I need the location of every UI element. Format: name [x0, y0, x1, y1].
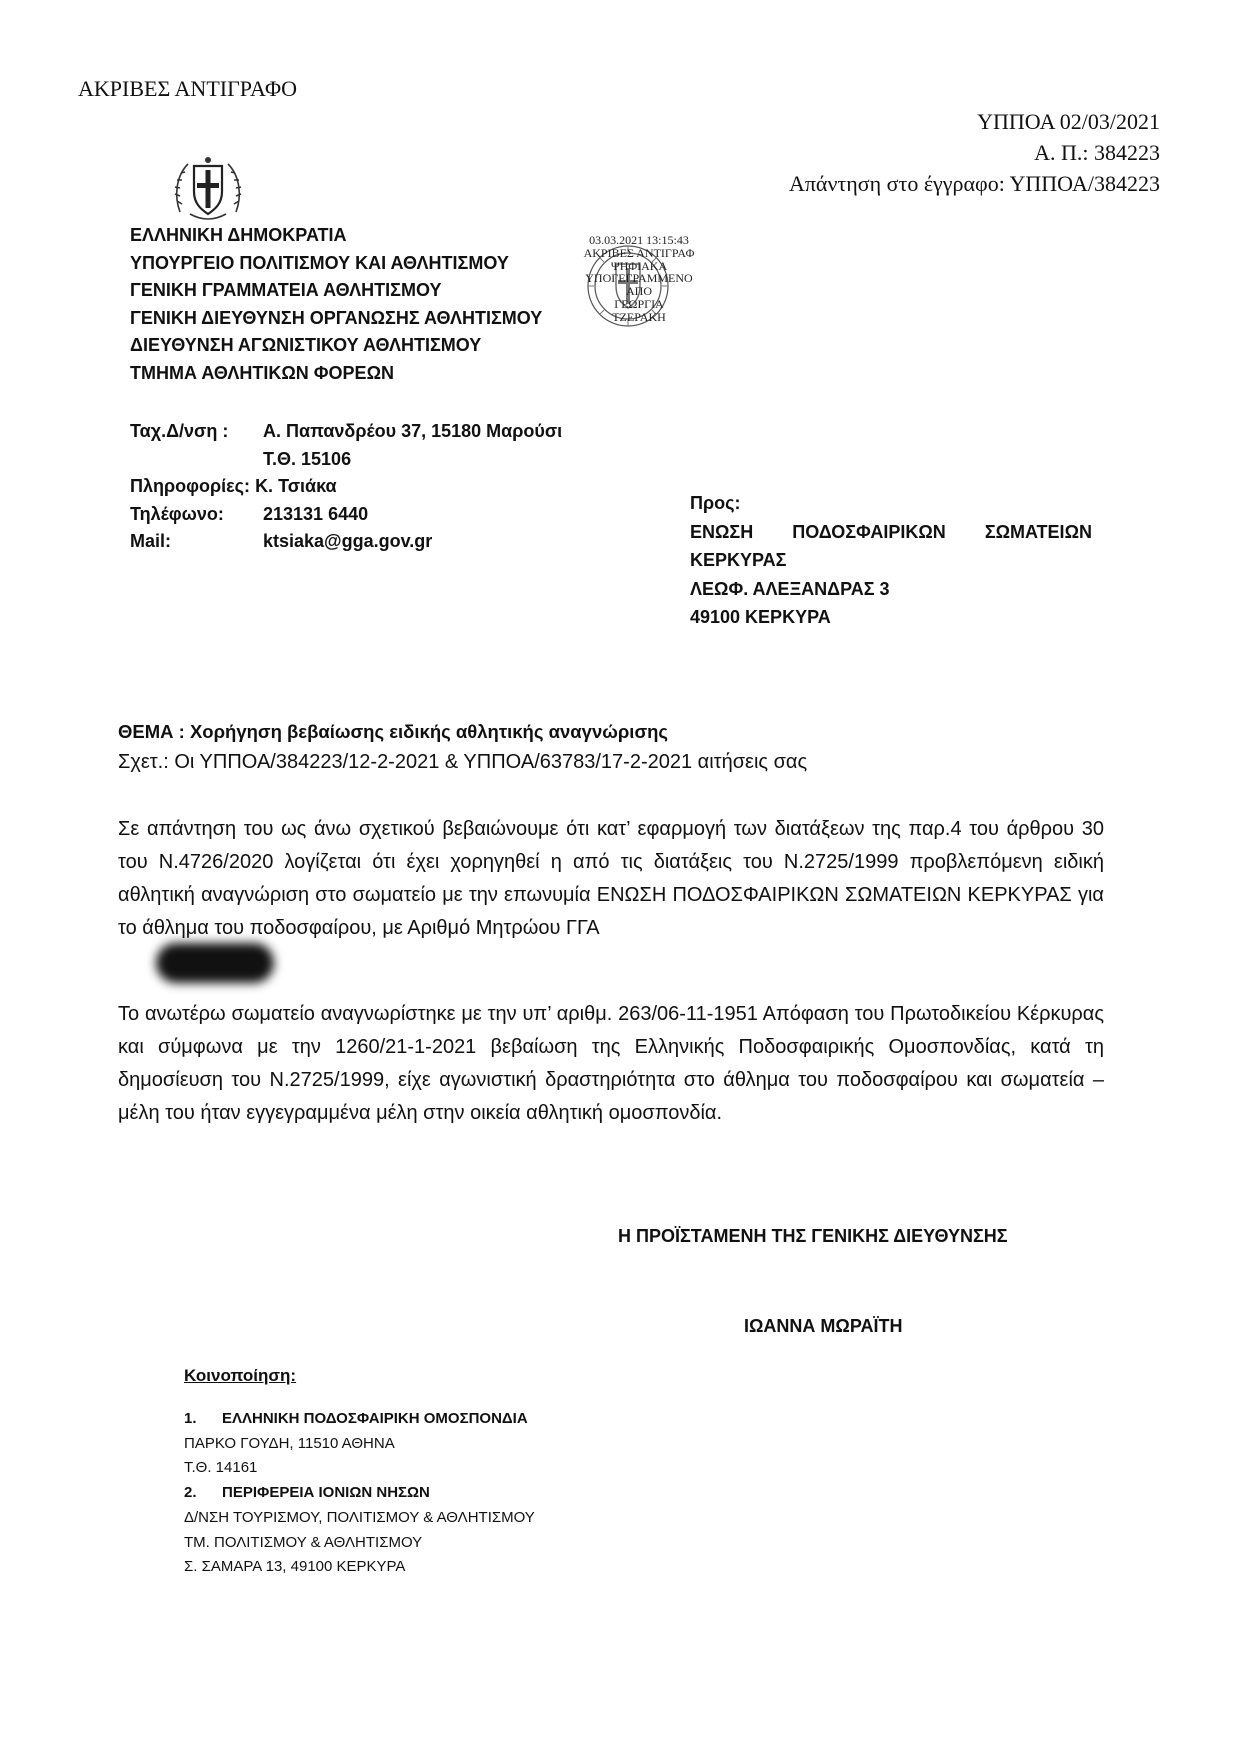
contact-row-address: [130, 418, 562, 446]
contact-label: Πληροφορίες:: [130, 476, 251, 496]
sender-line: ΕΛΛΗΝΙΚΗ ΔΗΜΟΚΡΑΤΙΑ: [130, 225, 347, 245]
sender-line: ΥΠΟΥΡΓΕΙΟ ΠΟΛΙΤΙΣΜΟΥ ΚΑΙ ΑΘΛΗΤΙΣΜΟΥ: [130, 252, 509, 273]
sender-block: [130, 222, 542, 387]
sender-line: ΓΕΝΙΚΗ ΔΙΕΥΘΥΝΣΗ ΟΡΓΑΝΩΣΗΣ ΑΘΛΗΤΙΣΜΟΥ: [130, 307, 543, 328]
cc-item-number: 2.: [184, 1484, 197, 1502]
coat-of-arms-icon: [172, 152, 244, 224]
cc-item-line: Τ.Θ. 14161: [184, 1459, 258, 1477]
stamp-timestamp: 03.03.2021 13:15:43: [589, 233, 689, 247]
protocol-number: Α. Π.: 384223: [1034, 140, 1160, 165]
body-paragraph-1: Σε απάντηση του ως άνω σχετικού βεβαιώνουμε ότι κατ’ εφαρμογή των διατάξεων της παρ.4 του άρθρου 30 του Ν.4726/2020 λογίζεται ότι έχει χορηγηθεί η από τις διατάξεις του Ν.2725/1999 προβλεπόμενη ειδική αθλητική αναγνώριση στο σωματείο με την επωνυμία ΕΝΩΣΗ ΠΟΔΟΣΦΑΙΡΙΚΩΝ ΣΩΜΑΤΕΙΩΝ ΚΕΡΚΥΡΑΣ για το άθλημα του ποδοσφαίρου, με Αριθμό Μητρώου ΓΓΑ: [118, 818, 1104, 939]
cc-item-line: ΤΜ. ΠΟΛΙΤΙΣΜΟΥ & ΑΘΛΗΤΙΣΜΟΥ: [184, 1533, 423, 1551]
cc-item-name: [184, 1407, 535, 1432]
digital-signature-stamp: [566, 234, 712, 324]
cc-list: [184, 1407, 535, 1580]
recipient-line: ΚΕΡΚΥΡΑΣ: [690, 550, 787, 570]
stamp-line: ΥΠΟΓΕΓΡΑΜΜΕΝΟ: [585, 271, 693, 286]
sender-line: ΓΕΝΙΚΗ ΓΡΑΜΜΑΤΕΙΑ ΑΘΛΗΤΙΣΜΟΥ: [130, 280, 442, 300]
reference-date: ΥΠΠΟΑ 02/03/2021: [977, 109, 1160, 134]
contact-row-email: [130, 528, 562, 556]
signatory-name: ΙΩΑΝΝΑ ΜΩΡΑΪΤΗ: [744, 1316, 903, 1336]
cc-item-name: [184, 1481, 535, 1506]
cc-item-line: Δ/ΝΣΗ ΤΟΥΡΙΣΜΟΥ, ΠΟΛΙΤΙΣΜΟΥ & ΑΘΛΗΤΙΣΜΟΥ: [184, 1508, 535, 1526]
reply-reference: Απάντηση στο έγγραφο: ΥΠΠΟΑ/384223: [788, 171, 1160, 196]
contact-label: Ταχ.Δ/νση :: [130, 421, 229, 441]
contact-value: 213131 6440: [263, 503, 369, 524]
cc-item-line: ΠΑΡΚΟ ΓΟΥΔΗ, 11510 ΑΘΗΝΑ: [184, 1434, 395, 1452]
contact-value: Α. Παπανδρέου 37, 15180 Μαρούσι: [263, 421, 563, 441]
sender-line: ΔΙΕΥΘΥΝΣΗ ΑΓΩΝΙΣΤΙΚΟΥ ΑΘΛΗΤΙΣΜΟΥ: [130, 335, 482, 355]
contact-row-info: [130, 473, 562, 501]
stamp-line: ΤΖΕΡΑΚΗ: [612, 309, 666, 324]
signatory-title: Η ΠΡΟΪΣΤΑΜΕΝΗ ΤΗΣ ΓΕΝΙΚΗΣ ΔΙΕΥΘΥΝΣΗΣ: [618, 1226, 1008, 1246]
recipient-label: Προς:: [690, 493, 741, 513]
stamp-line: ΨΗΦΙΑΚΑ: [610, 258, 668, 273]
cc-item-title: ΠΕΡΙΦΕΡΕΙΑ ΙΟΝΙΩΝ ΝΗΣΩΝ: [222, 1484, 430, 1502]
contact-value: Κ. Τσιάκα: [255, 476, 337, 496]
contact-email: ktsiaka@gga.gov.gr: [263, 531, 433, 551]
certified-copy-label: ΑΚΡΙΒΕΣ ΑΝΤΙΓΡΑΦΟ: [78, 76, 297, 101]
contact-block: [130, 418, 562, 556]
stamp-line: ΑΚΡΙΒΕΣ ΑΝΤΙΓΡΑΦ: [583, 245, 695, 260]
contact-label: Τηλέφωνο:: [130, 503, 224, 524]
contact-row-po-box: [130, 446, 562, 474]
cc-item-number: 1.: [184, 1410, 197, 1427]
contact-label: [130, 446, 263, 474]
stamp-line: ΑΠΟ: [626, 284, 652, 299]
contact-value: Τ.Θ. 15106: [263, 448, 352, 469]
stamp-line: ΓΕΩΡΓΙΑ: [614, 296, 664, 311]
recipient-name-word: ΠΟΔΟΣΦΑΙΡΙΚΩΝ: [792, 521, 946, 542]
redaction-mark: [156, 943, 274, 983]
recipient-name-word: ΕΝΩΣΗ: [690, 521, 754, 542]
cc-item-title: ΕΛΛΗΝΙΚΗ ΠΟΔΟΣΦΑΙΡΙΚΗ ΟΜΟΣΠΟΝΔΙΑ: [222, 1410, 528, 1427]
body-paragraph-2: Το ανωτέρω σωματείο αναγνωρίστηκε με την υπ’ αριθμ. 263/06-11-1951 Απόφαση του Πρωτοδικείου Κέρκυρας και σύμφωνα με την 1260/21-1-2021 βεβαίωση της Ελληνικής Ποδοσφαιρικής Ομοσπονδίας, κατά τη δημοσίευση του Ν.2725/1999, είχε αγωνιστική δραστηριότητα στο άθλημα του ποδοσφαίρου και σωματεία –μέλη του ήταν εγγεγραμμένα μέλη στην οικεία αθλητική ομοσπονδία.: [118, 1003, 1104, 1124]
recipient-name: [690, 518, 1092, 547]
recipient-address: ΛΕΩΦ. ΑΛΕΞΑΝΔΡΑΣ 3: [690, 578, 890, 599]
reference-block: [789, 106, 1160, 199]
cc-title: Κοινοποίηση:: [184, 1366, 297, 1385]
related-reference: Σχετ.: Οι ΥΠΠΟΑ/384223/12-2-2021 & ΥΠΠΟΑ/63783/17-2-2021 αιτήσεις σας: [118, 751, 808, 773]
subject-line: ΘΕΜΑ : Χορήγηση βεβαίωσης ειδικής αθλητικής αναγνώρισης: [118, 721, 669, 742]
recipient-name-word: ΣΩΜΑΤΕΙΩΝ: [984, 521, 1092, 542]
sender-line: ΤΜΗΜΑ ΑΘΛΗΤΙΚΩΝ ΦΟΡΕΩΝ: [130, 362, 394, 383]
contact-row-phone: [130, 501, 562, 529]
contact-label: Mail:: [130, 531, 172, 551]
recipient-city: 49100 ΚΕΡΚΥΡΑ: [690, 607, 831, 627]
recipient-block: [690, 489, 1092, 632]
cc-item-line: Σ. ΣΑΜΑΡΑ 13, 49100 ΚΕΡΚΥΡΑ: [184, 1558, 406, 1576]
